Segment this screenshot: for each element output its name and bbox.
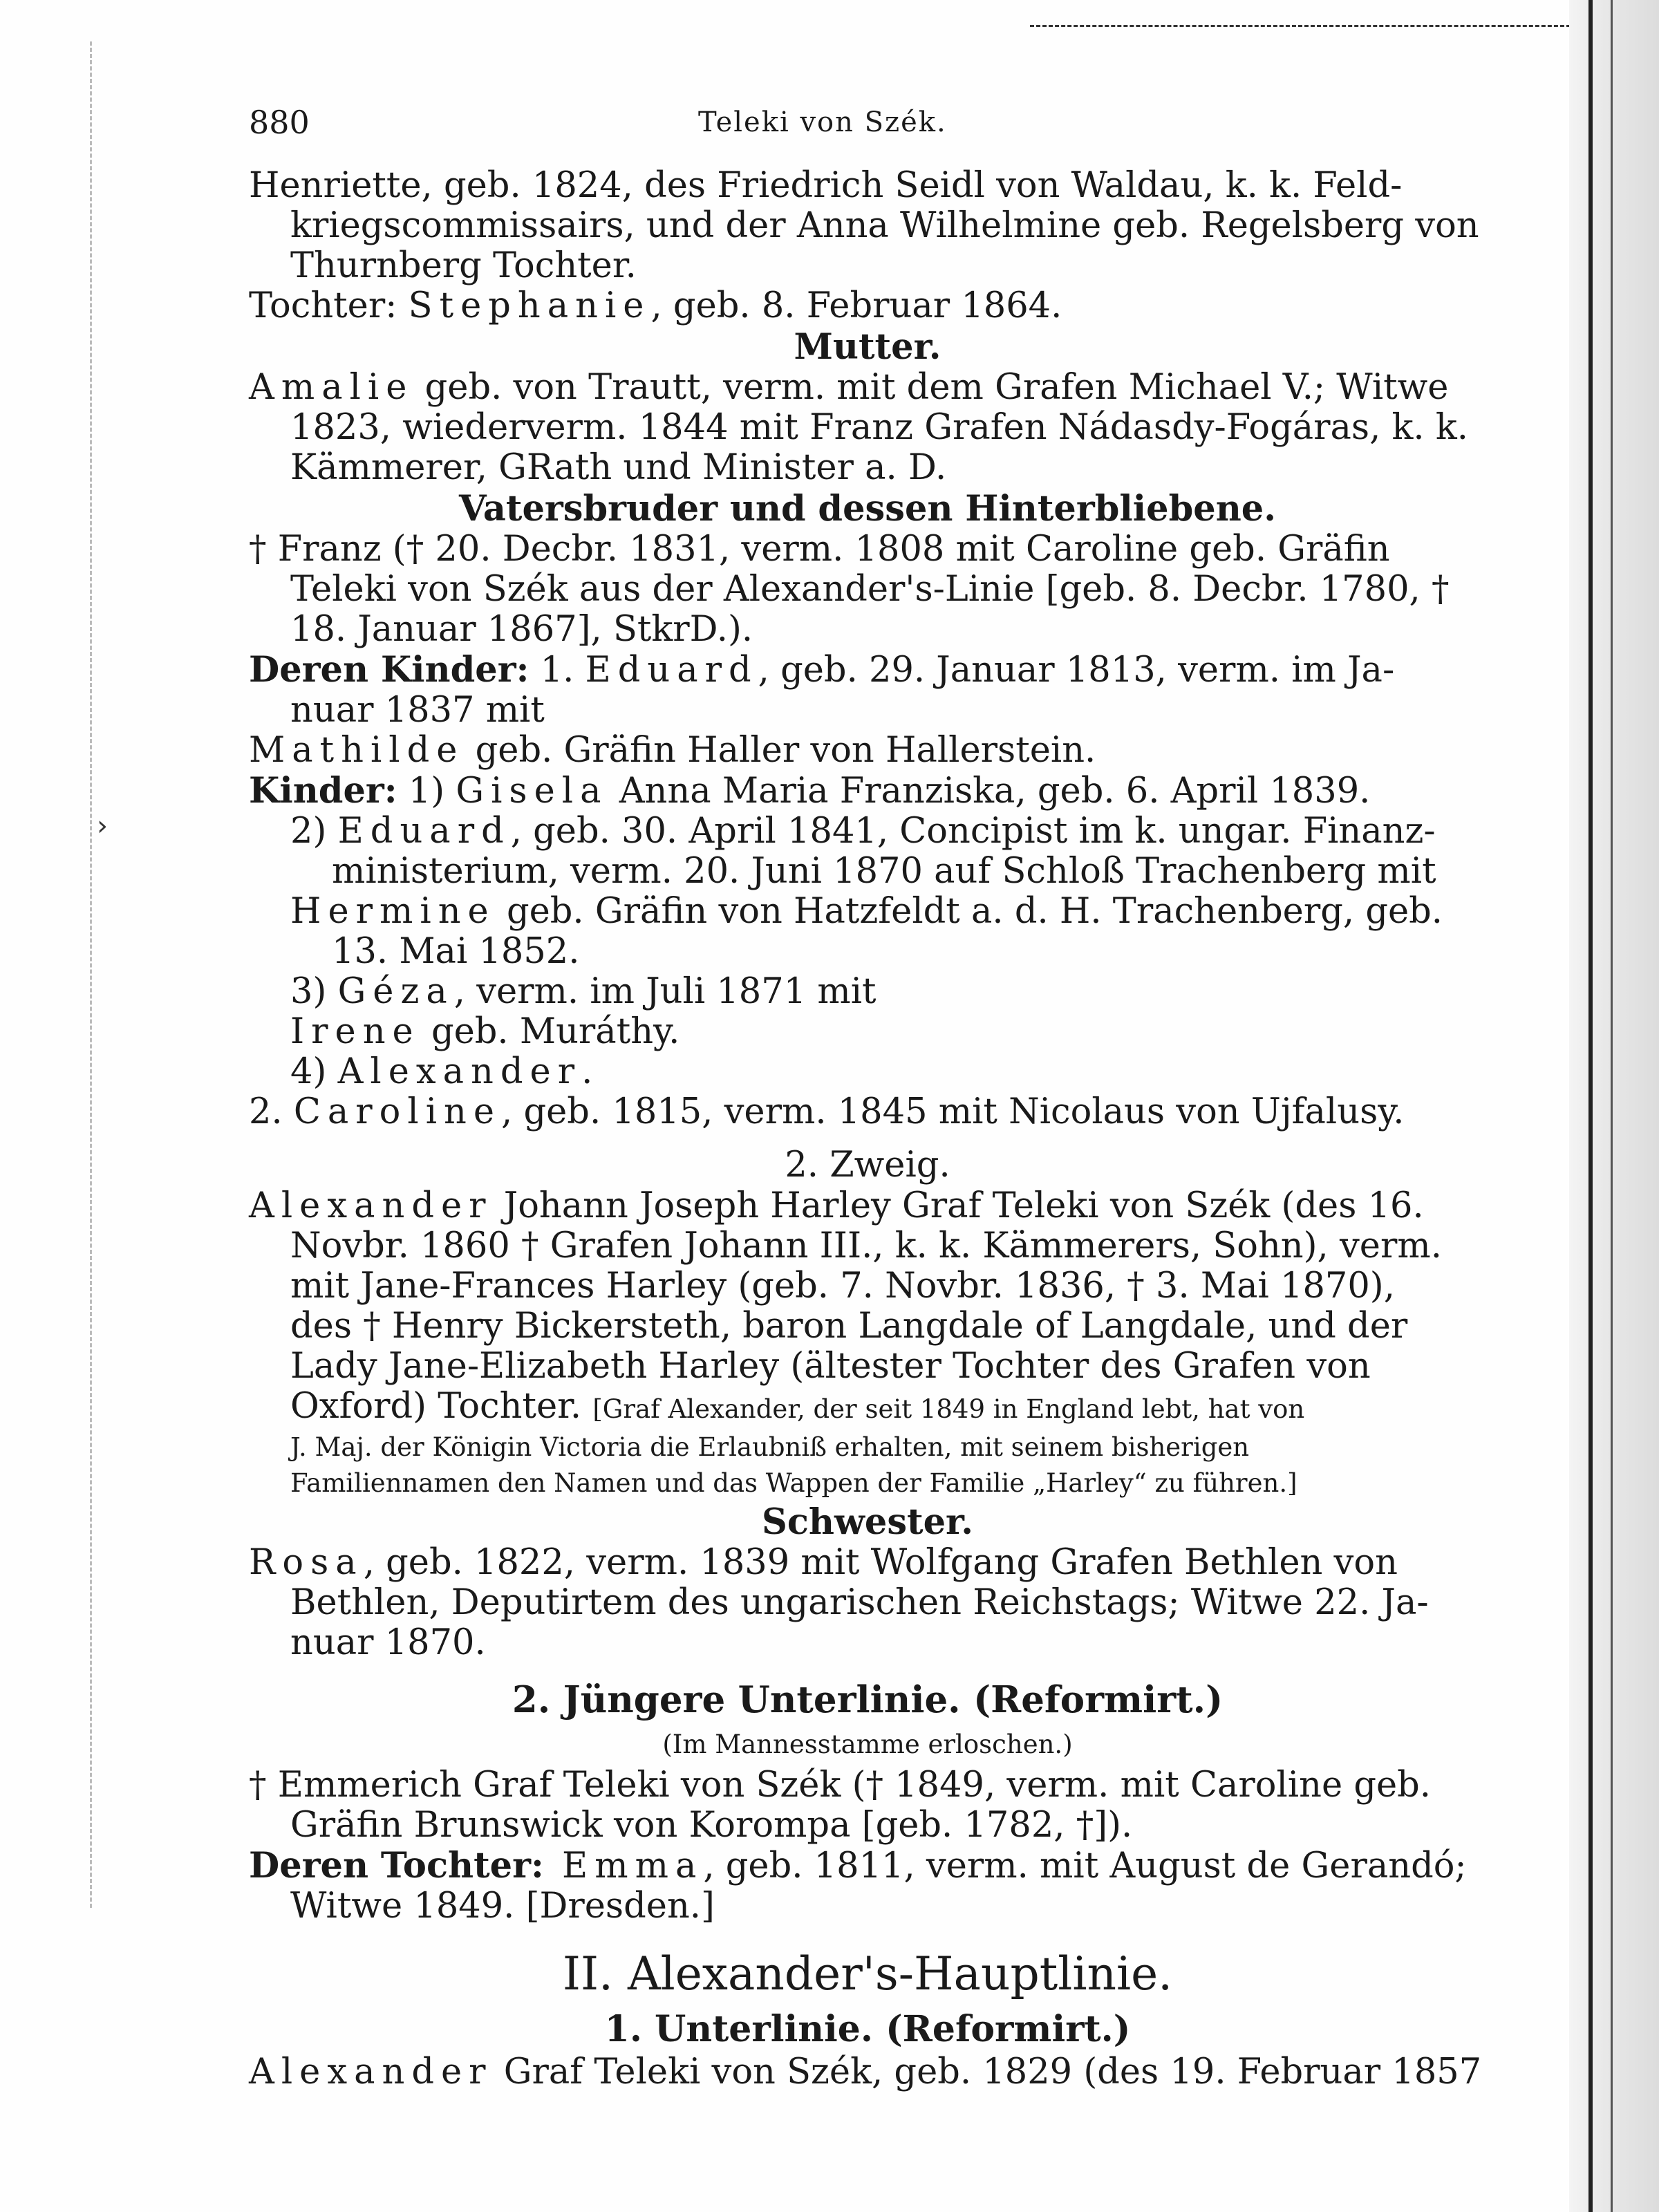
top-dashed-rule <box>1030 25 1583 29</box>
text-line: nuar 1870. <box>290 1622 486 1663</box>
text-line: . <box>581 1051 593 1092</box>
text-line: Anna Maria Franziska, geb. 6. April 1839. <box>608 771 1371 812</box>
page-header <box>249 104 1486 166</box>
footnote-line: J. Maj. der Königin Victoria die Erlaubniß erhalten, mit seinem bisherigen <box>290 1432 1250 1462</box>
entry-mathilde <box>249 731 1486 771</box>
section-heading-juengere-unterlinie: 2. Jüngere Unterlinie. (Reformirt.) <box>512 1678 1224 1721</box>
person-name: Irene <box>290 1011 420 1052</box>
text-line: , geb. 29. Januar 1813, verm. im Ja- <box>758 650 1395 691</box>
left-margin-marks <box>90 41 99 1908</box>
text-line: Johann Joseph Harley Graf Teleki von Szék (des 16. <box>492 1185 1424 1226</box>
text-line: , geb. 30. April 1841, Concipist im k. ungar. Finanz- <box>510 811 1436 852</box>
binding-line <box>1588 0 1593 2212</box>
entry-kind-alexander <box>249 1052 1486 1092</box>
footnote-line: Familiennamen den Namen und das Wappen der Familie „Harley“ zu führen.] <box>290 1468 1297 1498</box>
text-line: 13. Mai 1852. <box>332 931 580 972</box>
text-line: Thurnberg Tochter. <box>290 245 637 286</box>
section-heading-mutter: Mutter. <box>794 326 941 368</box>
person-name: Gisela <box>456 771 608 812</box>
text-line: † Emmerich Graf Teleki von Szék († 1849, verm. mit Caroline geb. <box>249 1765 1432 1806</box>
person-name: Mathilde <box>249 730 465 771</box>
person-name: Alexander <box>337 1051 582 1092</box>
text-line: , verm. im Juli 1871 mit <box>453 971 877 1012</box>
text-line: 18. Januar 1867], StkrD.). <box>290 609 753 650</box>
person-name: Amalie <box>249 367 414 408</box>
section-heading-zweig: 2. Zweig. <box>785 1145 950 1185</box>
person-name: Caroline <box>293 1091 502 1132</box>
entry-kinder <box>249 771 1486 812</box>
entry-emmerich <box>249 1765 1486 1846</box>
person-name: Emma <box>543 1846 704 1886</box>
section-subheading-erloschen: (Im Mannesstamme erloschen.) <box>662 1730 1073 1759</box>
text-line: kriegscommissairs, und der Anna Wilhelmine geb. Regelsberg von <box>290 205 1479 246</box>
section-heading-vatersbruder: Vatersbruder und dessen Hinterbliebene. <box>458 488 1276 529</box>
label: Deren Kinder: <box>249 649 529 691</box>
entry-rosa <box>249 1543 1486 1663</box>
text-line: † Franz († 20. Decbr. 1831, verm. 1808 mit Caroline geb. Gräfin <box>249 529 1390 570</box>
list-number: 3) <box>290 971 338 1012</box>
text-line: des † Henry Bickersteth, baron Langdale of Langdale, und der <box>290 1306 1408 1347</box>
text-line: Gräfin Brunswick von Korompa [geb. 1782, †]). <box>290 1805 1133 1846</box>
text-line: , geb. 8. Februar 1864. <box>650 285 1062 326</box>
person-name: Eduard <box>337 811 511 852</box>
binding-line-secondary <box>1611 0 1613 2212</box>
person-name: Rosa <box>249 1542 364 1583</box>
page-number: 880 <box>249 104 310 141</box>
footnote-line: [Graf Alexander, der seit 1849 in England lebt, hat von <box>592 1394 1305 1424</box>
margin-arrow-mark: › <box>97 810 108 842</box>
entry-amalie <box>249 368 1486 488</box>
text-line: , geb. 1822, verm. 1839 mit Wolfgang Grafen Bethlen von <box>363 1542 1398 1583</box>
text-line: 1823, wiederverm. 1844 mit Franz Grafen Nádasdy-Fogáras, k. k. <box>290 407 1468 448</box>
text-line: Graf Teleki von Szék, geb. 1829 (des 19. Februar 1857 <box>492 2052 1482 2092</box>
text-line: geb. Muráthy. <box>420 1011 680 1052</box>
entry-henriette <box>249 166 1486 286</box>
entry-deren-tochter <box>249 1846 1486 1927</box>
running-title: Teleki von Szék. <box>698 106 947 138</box>
label: Kinder: <box>249 770 397 812</box>
list-number: 1) <box>397 771 456 812</box>
text-line: , geb. 1811, verm. mit August de Gerandó; <box>703 1846 1467 1886</box>
list-number: 2. <box>249 1091 294 1132</box>
entry-caroline <box>249 1092 1486 1132</box>
list-number: 4) <box>290 1051 338 1092</box>
text-line: , geb. 1815, verm. 1845 mit Nicolaus von Ujfalusy. <box>501 1091 1405 1132</box>
text-line: Bethlen, Deputirtem des ungarischen Reichstags; Witwe 22. Ja- <box>290 1582 1429 1623</box>
entry-irene <box>249 1012 1486 1052</box>
label: Deren Tochter: <box>249 1845 544 1886</box>
entry-kind-geza <box>249 972 1486 1012</box>
entry-kind-eduard <box>249 812 1486 892</box>
person-name: Hermine <box>290 891 496 932</box>
entry-tochter <box>249 286 1486 326</box>
entry-alexander-graf <box>249 2052 1486 2092</box>
text-line: Henriette, geb. 1824, des Friedrich Seidl von Waldau, k. k. Feld- <box>249 165 1403 206</box>
person-name: Stephanie <box>408 285 651 326</box>
entry-deren-kinder <box>249 650 1486 731</box>
person-name: Eduard <box>585 650 758 691</box>
text-line: mit Jane-Frances Harley (geb. 7. Novbr. 1836, † 3. Mai 1870), <box>290 1266 1395 1306</box>
footnote <box>249 1430 1486 1501</box>
label: Tochter: <box>249 285 397 326</box>
text-line: geb. Gräfin von Hatzfeldt a. d. H. Trachenberg, geb. <box>495 891 1443 932</box>
text-line: Kämmerer, GRath und Minister a. D. <box>290 447 947 488</box>
person-name: Alexander <box>249 2052 493 2092</box>
page-content <box>249 104 1486 2092</box>
section-heading-unterlinie-1: 1. Unterlinie. (Reformirt.) <box>604 2008 1131 2050</box>
adjacent-page-edge <box>1569 0 1659 2212</box>
text-line: Lady Jane-Elizabeth Harley (ältester Tochter des Grafen von <box>290 1346 1371 1387</box>
entry-alexander-harley <box>249 1186 1486 1430</box>
text-line: Witwe 1849. [Dresden.] <box>290 1886 715 1927</box>
list-number: 2) <box>290 811 338 852</box>
section-heading-schwester: Schwester. <box>762 1501 973 1543</box>
text-line: nuar 1837 mit <box>290 690 545 731</box>
text-line: geb. von Trautt, verm. mit dem Grafen Michael V.; Witwe <box>413 367 1449 408</box>
text-line: Teleki von Szék aus der Alexander's-Linie [geb. 8. Decbr. 1780, † <box>290 569 1450 610</box>
text-line: Novbr. 1860 † Grafen Johann III., k. k. Kämmerers, Sohn), verm. <box>290 1226 1442 1266</box>
entry-hermine <box>249 892 1486 972</box>
list-number: 1. <box>529 650 585 691</box>
person-name: Alexander <box>249 1185 493 1226</box>
text-line: geb. Gräfin Haller von Hallerstein. <box>464 730 1096 771</box>
text-line: ministerium, verm. 20. Juni 1870 auf Schloß Trachenberg mit <box>332 851 1436 892</box>
section-heading-hauptlinie: II. Alexander's-Hauptlinie. <box>562 1947 1173 2000</box>
person-name: Géza <box>337 971 454 1012</box>
entry-franz <box>249 529 1486 650</box>
text-line: Oxford) Tochter. <box>290 1386 582 1427</box>
